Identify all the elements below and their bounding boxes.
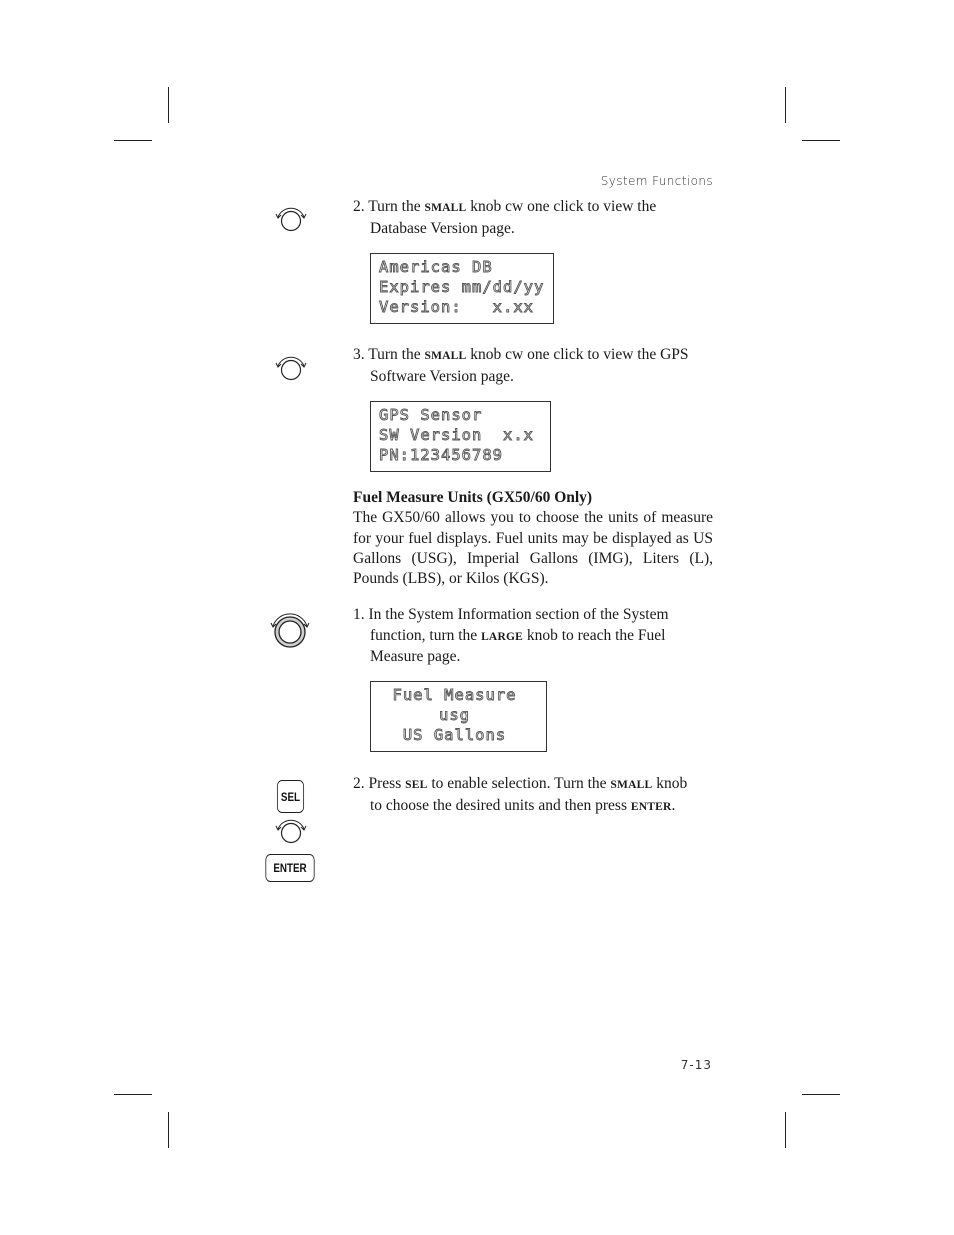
- small-knob-icon: [274, 818, 308, 848]
- enter-button[interactable]: ENTER: [265, 854, 314, 882]
- step-text: Turn the: [364, 346, 425, 363]
- lcd-line: PN:123456789: [379, 446, 503, 464]
- lcd-line: US Gallons: [402, 726, 507, 744]
- section-paragraph: The GX50/60 allows you to choose the units of measure for your fuel displays. Fuel units may be displayed as US Gallons (USG), Imperial Gallons (IMG), Liters (L), Pounds (LBS), or Kilos (KGS).: [353, 509, 713, 588]
- step-database-version: [353, 197, 715, 239]
- step-text: knob to reach the Fuel: [522, 626, 666, 644]
- section-heading: Fuel Measure Units (GX50/60 Only): [353, 489, 593, 506]
- small-knob-label: SMALL: [424, 202, 467, 214]
- lcd-line: Expires mm/dd/yy: [379, 278, 545, 296]
- step-text: knob: [652, 775, 688, 792]
- sel-key-label: SEL: [405, 779, 428, 791]
- lcd-fuel-measure: [370, 681, 547, 752]
- small-knob-icon: [274, 206, 308, 236]
- large-knob-icon: [268, 610, 312, 650]
- step-number: 2.: [353, 198, 365, 215]
- large-knob-label: LARGE: [481, 630, 523, 643]
- crop-mark: [802, 140, 840, 141]
- crop-mark: [168, 87, 169, 123]
- step-gps-version: [353, 345, 715, 387]
- lcd-database-version: [370, 253, 554, 324]
- lcd-line: GPS Sensor: [379, 406, 483, 424]
- step-text: 1. In the System Information section of the System: [353, 606, 669, 623]
- small-knob-label: SMALL: [424, 350, 467, 362]
- step-text: Measure page.: [370, 648, 461, 665]
- running-header: System Functions: [600, 174, 713, 188]
- lcd-line: Americas DB: [379, 258, 493, 276]
- lcd-line: SW Version x.x: [379, 426, 534, 444]
- step-text: 2. Press: [353, 775, 406, 792]
- sel-button[interactable]: SEL: [277, 780, 304, 813]
- step-text: to enable selection. Turn the: [427, 775, 611, 792]
- step-fuel-measure-page: [353, 605, 715, 668]
- step-number: 3.: [353, 346, 365, 363]
- lcd-line: usg: [439, 706, 470, 724]
- page-number: 7-13: [680, 1058, 712, 1072]
- step-text: to choose the desired units and then press: [370, 796, 631, 814]
- crop-mark: [168, 1112, 169, 1148]
- step-text: knob cw one click to view the GPS: [466, 346, 689, 363]
- step-text: function, turn the: [370, 626, 482, 644]
- crop-mark: [802, 1094, 840, 1095]
- fuel-measure-section: [353, 488, 713, 589]
- step-text: knob cw one click to view the: [466, 198, 657, 215]
- lcd-line: Version: x.xx: [379, 298, 534, 316]
- crop-mark: [114, 140, 152, 141]
- crop-mark: [114, 1094, 152, 1095]
- step-text: Database Version page.: [370, 219, 515, 237]
- step-select-units: [353, 774, 715, 817]
- enter-key-label: ENTER: [630, 800, 672, 813]
- step-text: .: [671, 796, 676, 814]
- small-knob-label: SMALL: [610, 779, 653, 791]
- crop-mark: [785, 87, 786, 123]
- crop-mark: [785, 1112, 786, 1148]
- lcd-gps-version: [370, 401, 551, 472]
- small-knob-icon: [274, 355, 308, 385]
- step-text: Turn the: [364, 198, 425, 215]
- step-text: Software Version page.: [370, 367, 514, 385]
- lcd-line: Fuel Measure: [392, 686, 517, 704]
